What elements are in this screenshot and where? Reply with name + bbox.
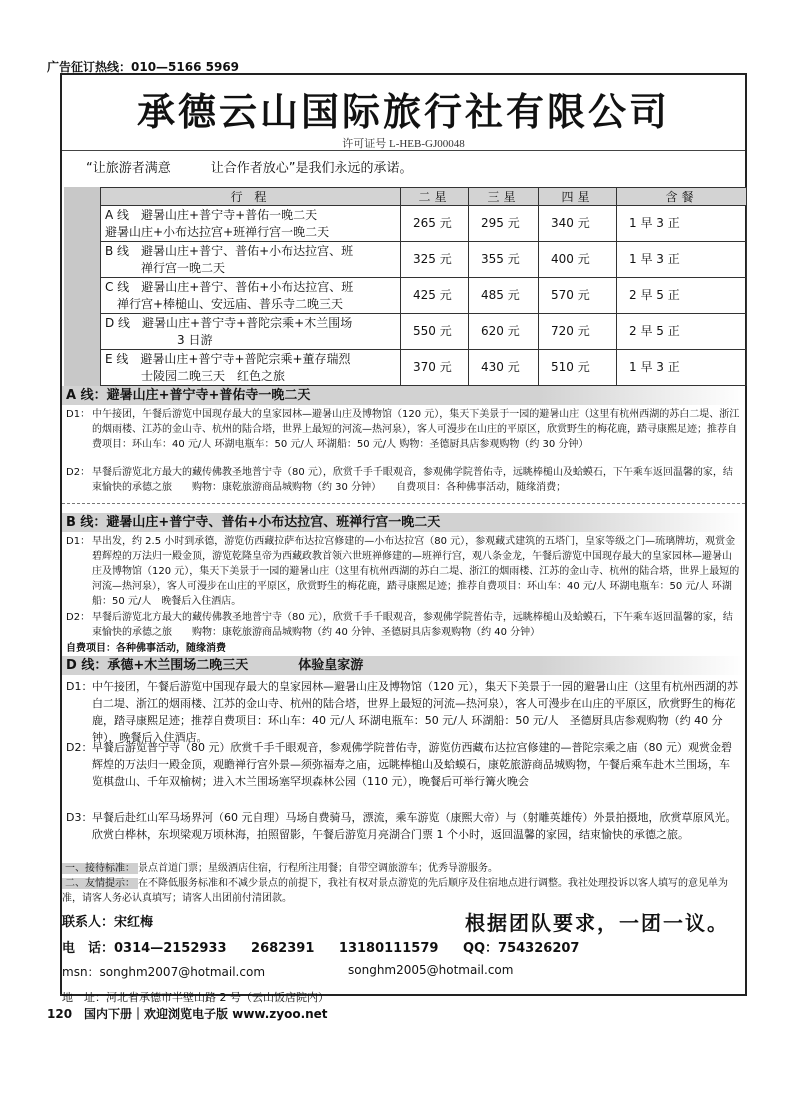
email[interactable]: songhm2005@hotmail.com (348, 963, 514, 977)
section-a-heading: A 线：避暑山庄+普宁寺+普佑寺一晚二天 (62, 386, 745, 405)
slogan-custom: 根据团队要求，一团一议。 (465, 911, 729, 935)
col-three-star: 三星 (469, 188, 539, 206)
divider (62, 503, 745, 504)
route-cell: B 线 避暑山庄+普宁、普佑+小布达拉宫、班 禅行宫一晚二天 (101, 242, 401, 278)
note-standard: 一、接待标准： 景点首道门票；星级酒店住宿，行程所注用餐；自带空调旅游车；优秀导游服务。 (62, 861, 745, 876)
route-price-table (100, 187, 747, 386)
price-cell: 295 元 (469, 206, 539, 242)
col-meals: 含餐 (617, 188, 747, 206)
meal-cell: 2 早 5 正 (617, 314, 747, 350)
price-cell: 400 元 (539, 242, 617, 278)
price-cell: 430 元 (469, 350, 539, 386)
section-d-day3: D3：早餐后赴红山军马场界河（60 元自理）马场自费骑马，漂流，乘车游览（康熙大帝）与（射雕英雄传）外景拍摄地，欣赏草原风光。欣赏白桦林，东坝梁观万顷林海，拍照留影，午餐后游览月亮湖合门票 1 个小时，返回温馨的家园，结束愉快的承德之旅。 (66, 811, 737, 841)
meal-cell: 1 早 3 正 (617, 350, 747, 386)
table-row (101, 314, 747, 350)
page-footer: 120 国内下册｜欢迎浏览电子版 www.zyoo.net (47, 1007, 328, 1021)
table-row (101, 350, 747, 386)
table-row (101, 278, 747, 314)
section-b-heading: B 线：避暑山庄+普宁寺、普佑+小布达拉宫、班禅行宫一晚二天 (62, 513, 745, 532)
col-four-star: 四星 (539, 188, 617, 206)
price-cell: 355 元 (469, 242, 539, 278)
section-d-heading: D 线：承德+木兰围场二晚三天 体验皇家游 (62, 656, 745, 675)
license-number: 许可证号 L-HEB-GJ00048 (342, 138, 465, 150)
note-tips: 二、友情提示： 在不降低服务标准和不减少景点的前提下，我社有权对景点游览的先后顺序及住宿地点进行调整。我社处理投诉以客人填写的意见单为准，请客人务必认真填写；请客人出团前付清团款。 (62, 878, 728, 904)
price-cell: 425 元 (401, 278, 469, 314)
meal-cell: 2 早 5 正 (617, 278, 747, 314)
phone-line: 电 话：0314—2152933 2682391 13180111579 QQ：754326207 (62, 941, 580, 956)
section-a-day1: D1： 中午接团，午餐后游览中国现存最大的皇家园林—避暑山庄及博物馆（120 元），集天下美景于一园的避暑山庄（这里有杭州西湖的苏白二堤、浙江的烟雨楼、江苏的金山寺、杭州的陆合塔，世界上最短的河流—热河泉），客人可漫步在山庄的平原区，欣赏野生的梅花鹿，踏寻康熙足迹；推荐自费项目：环山车：40 元/人 环湖电瓶车：50 元/人 环湖船：50 元/人 购物：圣德厨具店参观购物（约 30 分钟） (66, 409, 740, 450)
col-route: 行 程 (101, 188, 401, 206)
ad-frame (60, 73, 747, 1004)
contact-person: 联系人：宋红梅 (62, 915, 154, 930)
route-cell: E 线 避暑山庄+普宁寺+普陀宗乘+董存瑞烈 士陵园二晚三天 红色之旅 (101, 350, 401, 386)
price-cell: 720 元 (539, 314, 617, 350)
price-cell: 265 元 (401, 206, 469, 242)
section-b-day1: D1： 早出发，约 2.5 小时到承德，游览仿西藏拉萨布达拉宫修建的—小布达拉宫（80 元），参观藏式建筑的五塔门，皇家等级之门—琉璃牌坊，观赏金碧辉煌的万法归一殿金顶，游览乾隆皇帝为西藏政教首领六世班禅修建的—班禅行宫，观八条金龙，午餐后游览中国现存最大的皇家园林—避暑山庄及博物馆（120 元），集天下美景于一园的避暑山庄（这里有杭州西湖的苏白二堤、浙江的烟雨楼、江苏的金山寺、杭州的陆合塔，世界上最短的河流—热河泉），客人可漫步在山庄的平原区，欣赏野生的梅花鹿，踏寻康熙足迹；推荐自费项目：环山车：40 元/人 环湖电瓶车：50 元/人 环湖船：50 元/人 晚餐后入住酒店。 (66, 536, 740, 607)
price-cell: 620 元 (469, 314, 539, 350)
price-cell: 510 元 (539, 350, 617, 386)
price-cell: 340 元 (539, 206, 617, 242)
slogan: “让旅游者满意 让合作者放心”是我们永远的承诺。 (86, 161, 413, 176)
address: 地 址：河北省承德市半壁山路 2 号（云山饭店院内） (62, 991, 329, 1004)
notes (62, 861, 745, 906)
section-a-day2: D2： 早餐后游览北方最大的藏传佛教圣地普宁寺（80 元），欣赏千手千眼观音，参观佛学院普佑寺，远眺棒槌山及蛤蟆石，下午乘车返回温馨的家，结束愉快的承德之旅 购物：康乾旅游商品城购物（约 30 分钟） 自费项目：各种佛事活动，随缘消费； (66, 467, 733, 493)
meal-cell: 1 早 3 正 (617, 206, 747, 242)
route-cell: D 线 避暑山庄+普宁寺+普陀宗乘+木兰围场 3 日游 (101, 314, 401, 350)
section-b-day2: D2： 早餐后游览北方最大的藏传佛教圣地普宁寺（80 元），欣赏千手千眼观音，参观佛学院普佑寺，远眺棒槌山及蛤蟆石，下午乘车返回温馨的家，结束愉快的承德之旅 购物：康乾旅游商品城购物（约 40 分钟、圣德厨具店参观购物（约 40 分钟） (66, 612, 733, 638)
table-row (101, 206, 747, 242)
section-d-day1: D1：中午接团，午餐后游览中国现存最大的皇家园林—避暑山庄及博物馆（120 元），集天下美景于一园的避暑山庄（这里有杭州西湖的苏白二堤、浙江的烟雨楼、江苏的金山寺、杭州的陆合塔，世界上最短的河流—热河泉），客人可漫步在山庄的平原区，欣赏野生的梅花鹿，踏寻康熙足迹；推荐自费项目：环山车：40 元/人 环湖电瓶车：50 元/人 环湖船：50 元/人 圣德厨具店参观购物（约 40 分钟），晚餐后入住酒店。 (66, 680, 738, 744)
side-band (64, 187, 100, 387)
company-title: 承德云山国际旅行社有限公司 (136, 89, 670, 134)
meal-cell: 1 早 3 正 (617, 242, 747, 278)
msn[interactable]: msn：songhm2007@hotmail.com (62, 965, 266, 979)
price-cell: 370 元 (401, 350, 469, 386)
divider (62, 150, 745, 151)
ad-hotline: 广告征订热线：010—5166 5969 (47, 60, 240, 74)
price-cell: 325 元 (401, 242, 469, 278)
table-row (101, 242, 747, 278)
route-cell: A 线 避暑山庄+普宁寺+普佑一晚二天 避暑山庄+小布达拉宫+班禅行宫一晚二天 (101, 206, 401, 242)
section-b-extra: 自费项目：各种佛事活动，随缘消费 (66, 643, 226, 654)
col-two-star: 二星 (401, 188, 469, 206)
price-cell: 550 元 (401, 314, 469, 350)
route-cell: C 线 避暑山庄+普宁、普佑+小布达拉宫、班 禅行宫+棒槌山、安远庙、普乐寺二晚三天 (101, 278, 401, 314)
price-cell: 570 元 (539, 278, 617, 314)
section-d-day2: D2：早餐后游览普宁寺（80 元）欣赏千手千眼观音，参观佛学院普佑寺，游览仿西藏布达拉宫修建的—普陀宗乘之庙（80 元）观赏金碧辉煌的万法归一殿金顶，观瞻禅行宫外景—须弥福寿之庙，远眺棒槌山及蛤蟆石，康乾旅游商品城购物，午餐后乘车赴木兰围场，车览棋盘山、千年双榆树；进入木兰围场塞罕坝森林公园（110 元），晚餐后可举行篝火晚会 (66, 741, 732, 788)
price-cell: 485 元 (469, 278, 539, 314)
